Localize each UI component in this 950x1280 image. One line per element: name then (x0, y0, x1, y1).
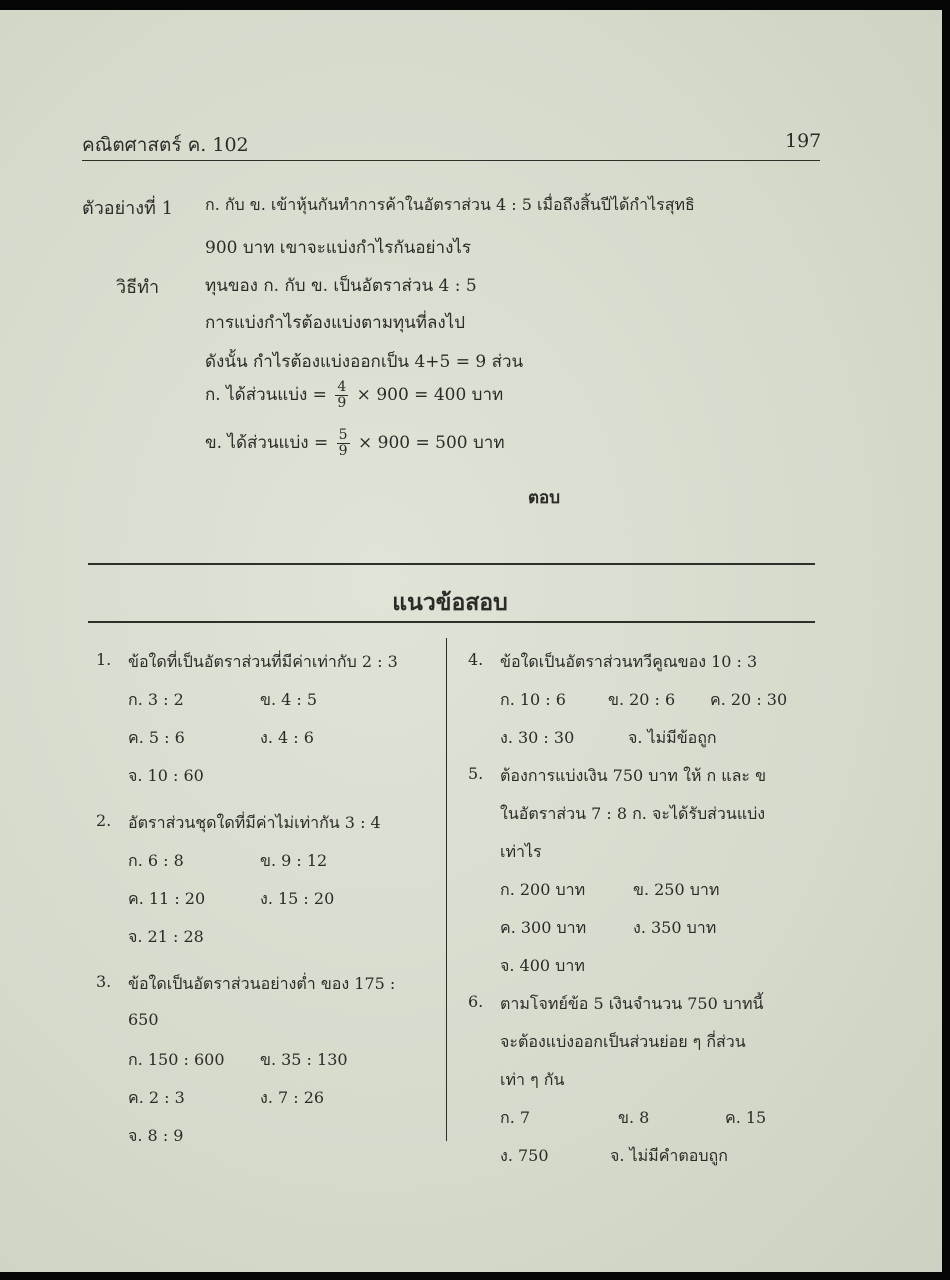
q1-number: 1. (96, 650, 112, 669)
section-top-rule (88, 563, 815, 565)
example-label: ตัวอย่างที่ 1 (82, 198, 174, 219)
q5-number: 5. (468, 764, 484, 783)
fraction-denominator: 9 (338, 443, 348, 459)
example-problem-line2: 900 บาท เขาจะแบ่งกำไรกันอย่างไร (205, 238, 472, 258)
q1-option-a: ก. 3 : 2 (128, 690, 184, 709)
q6-option-a: ก. 7 (500, 1108, 531, 1127)
q2-number: 2. (96, 811, 112, 830)
header-rule (82, 160, 820, 161)
answer-label: ตอบ (528, 488, 561, 508)
q1-text: ข้อใดที่เป็นอัตราส่วนที่มีค่าเท่ากับ 2 : 3 (128, 652, 398, 671)
q2-option-e: จ. 21 : 28 (128, 927, 204, 946)
calc-share-a (205, 380, 503, 411)
calc-b-suffix: × 900 = 500 บาท (358, 433, 505, 453)
q6-option-d: ง. 750 (500, 1146, 549, 1165)
q1-option-b: ข. 4 : 5 (260, 690, 318, 709)
q4-option-d: ง. 30 : 30 (500, 728, 575, 747)
q4-number: 4. (468, 650, 484, 669)
q1-option-d: ง. 4 : 6 (260, 728, 314, 747)
calc-b-prefix: ข. ได้ส่วนแบ่ง = (205, 433, 329, 453)
q2-option-c: ค. 11 : 20 (128, 889, 206, 908)
q2-text: อัตราส่วนชุดใดที่มีค่าไม่เท่ากัน 3 : 4 (128, 813, 381, 832)
calc-a-prefix: ก. ได้ส่วนแบ่ง = (205, 385, 327, 405)
q6-number: 6. (468, 992, 484, 1011)
q4-option-a: ก. 10 : 6 (500, 690, 566, 709)
q1-option-e: จ. 10 : 60 (128, 766, 204, 785)
fraction-denominator: 9 (337, 395, 347, 411)
fraction-5-9 (337, 428, 350, 459)
running-header: คณิตศาสตร์ ค. 102 (82, 134, 249, 156)
q5-text-line1: ต้องการแบ่งเงิน 750 บาท ให้ ก และ ข (500, 766, 767, 785)
q4-text: ข้อใดเป็นอัตราส่วนทวีคูณของ 10 : 3 (500, 652, 758, 671)
q3-option-a: ก. 150 : 600 (128, 1050, 225, 1069)
q6-option-b: ข. 8 (618, 1108, 650, 1127)
q3-text-line2: 650 (128, 1010, 159, 1029)
q6-text-line2: จะต้องแบ่งออกเป็นส่วนย่อย ๆ กี่ส่วน (500, 1032, 746, 1051)
solution-step-1: ทุนของ ก. กับ ข. เป็นอัตราส่วน 4 : 5 (205, 276, 477, 296)
q4-option-b: ข. 20 : 6 (608, 690, 676, 709)
q5-text-line2: ในอัตราส่วน 7 : 8 ก. จะได้รับส่วนแบ่ง (500, 804, 766, 823)
method-label: วิธีทำ (116, 277, 160, 298)
q5-option-c: ค. 300 บาท (500, 918, 587, 937)
q3-number: 3. (96, 972, 112, 991)
q4-option-e: จ. ไม่มีข้อถูก (628, 728, 717, 747)
column-divider (446, 638, 447, 1141)
book-page (0, 10, 942, 1272)
calc-a-suffix: × 900 = 400 บาท (356, 385, 504, 405)
example-problem-line1: ก. กับ ข. เข้าหุ้นกันทำการค้าในอัตราส่วน 4 : 5 เมื่อถึงสิ้นปีได้กำไรสุทธิ (205, 195, 695, 214)
section-title: แนวข้อสอบ (392, 590, 508, 616)
q6-text-line3: เท่า ๆ กัน (500, 1070, 565, 1089)
fraction-4-9 (335, 380, 348, 411)
q3-option-d: ง. 7 : 26 (260, 1088, 325, 1107)
q2-option-b: ข. 9 : 12 (260, 851, 328, 870)
q6-option-c: ค. 15 (725, 1108, 767, 1127)
solution-step-3: ดังนั้น กำไรต้องแบ่งออกเป็น 4+5 = 9 ส่วน (205, 352, 524, 372)
fraction-numerator: 4 (337, 379, 347, 395)
q5-option-a: ก. 200 บาท (500, 880, 586, 899)
q5-option-b: ข. 250 บาท (633, 880, 720, 899)
q6-option-e: จ. ไม่มีคำตอบถูก (610, 1146, 728, 1165)
q3-option-b: ข. 35 : 130 (260, 1050, 348, 1069)
fraction-numerator: 5 (338, 427, 348, 443)
q3-text-line1: ข้อใดเป็นอัตราส่วนอย่างต่ำ ของ 175 : (128, 974, 396, 993)
section-bottom-rule (88, 621, 815, 623)
q2-option-a: ก. 6 : 8 (128, 851, 184, 870)
q2-option-d: ง. 15 : 20 (260, 889, 335, 908)
q3-option-e: จ. 8 : 9 (128, 1126, 184, 1145)
q1-option-c: ค. 5 : 6 (128, 728, 185, 747)
q5-text-line3: เท่าไร (500, 842, 542, 861)
calc-share-b (205, 428, 505, 459)
solution-step-2: การแบ่งกำไรต้องแบ่งตามทุนที่ลงไป (205, 313, 466, 333)
page-number: 197 (785, 130, 822, 152)
q5-option-e: จ. 400 บาท (500, 956, 585, 975)
q6-text-line1: ตามโจทย์ข้อ 5 เงินจำนวน 750 บาทนี้ (500, 994, 764, 1013)
q3-option-c: ค. 2 : 3 (128, 1088, 185, 1107)
q4-option-c: ค. 20 : 30 (710, 690, 788, 709)
q5-option-d: ง. 350 บาท (633, 918, 717, 937)
